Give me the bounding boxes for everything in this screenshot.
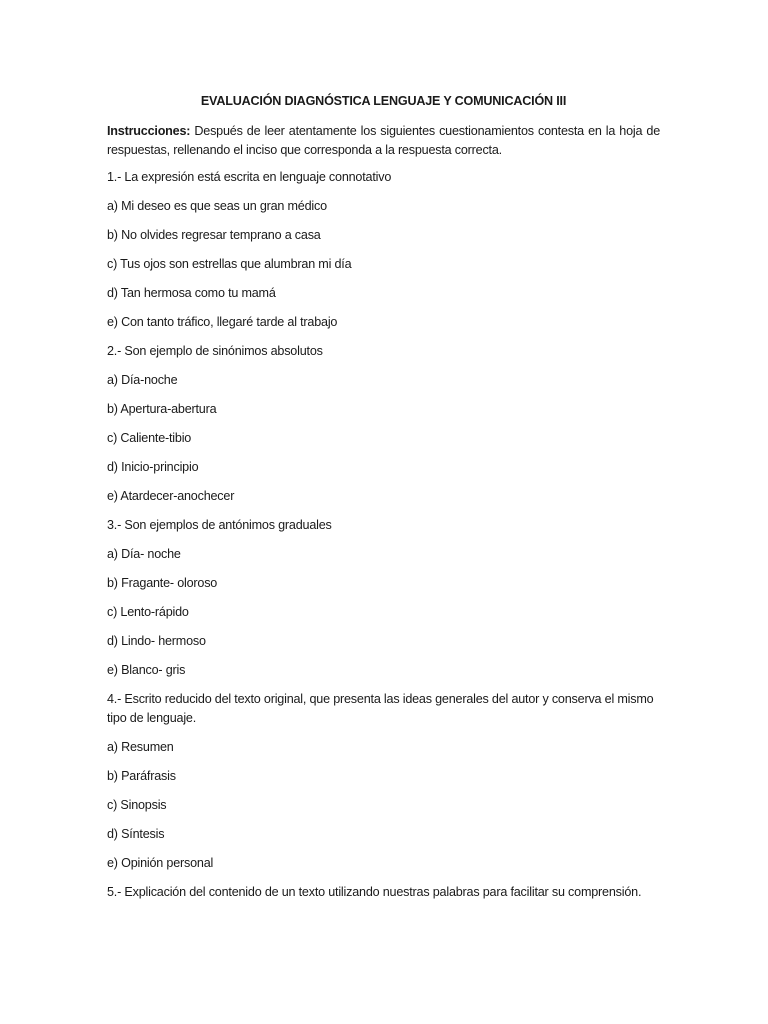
question-5: 5.- Explicación del contenido de un texto utilizando nuestras palabras para facilitar su comprensión.	[107, 885, 642, 899]
instructions-label: Instrucciones:	[107, 124, 191, 138]
question-3-option-c: c) Lento-rápido	[107, 605, 189, 619]
question-1-option-c: c) Tus ojos son estrellas que alumbran mi día	[107, 257, 352, 271]
question-1-option-d: d) Tan hermosa como tu mamá	[107, 286, 276, 300]
question-2-option-c: c) Caliente-tibio	[107, 431, 192, 445]
question-2-option-d: d) Inicio-principio	[107, 460, 199, 474]
question-3-option-e: e) Blanco- gris	[107, 663, 186, 677]
question-1-option-a: a) Mi deseo es que seas un gran médico	[107, 199, 327, 213]
question-3: 3.- Son ejemplos de antónimos graduales	[107, 518, 332, 532]
question-4-option-d: d) Síntesis	[107, 827, 165, 841]
question-3-option-d: d) Lindo- hermoso	[107, 634, 206, 648]
question-1-option-e: e) Con tanto tráfico, llegaré tarde al trabajo	[107, 315, 338, 329]
question-4: 4.- Escrito reducido del texto original, que presenta las ideas generales del autor y conserva el mismo tipo de lenguaje.	[107, 692, 654, 725]
question-4-option-a: a) Resumen	[107, 740, 174, 754]
question-2-option-b: b) Apertura-abertura	[107, 402, 217, 416]
question-3-option-a: a) Día- noche	[107, 547, 181, 561]
question-2-option-a: a) Día-noche	[107, 373, 178, 387]
instructions-paragraph	[107, 122, 660, 160]
question-3-option-b: b) Fragante- oloroso	[107, 576, 218, 590]
question-2-option-e: e) Atardecer-anochecer	[107, 489, 235, 503]
question-2: 2.- Son ejemplo de sinónimos absolutos	[107, 344, 323, 358]
question-4-option-b: b) Paráfrasis	[107, 769, 176, 783]
question-4-option-e: e) Opinión personal	[107, 856, 214, 870]
document-title: EVALUACIÓN DIAGNÓSTICA LENGUAJE Y COMUNICACIÓN III	[200, 94, 567, 108]
question-1-option-b: b) No olvides regresar temprano a casa	[107, 228, 321, 242]
instructions-text: Después de leer atentamente los siguientes cuestionamientos contesta en la hoja de respuestas, rellenando el inciso que corresponda a la respuesta correcta.	[107, 124, 660, 157]
question-4-option-c: c) Sinopsis	[107, 798, 167, 812]
document-page	[107, 92, 660, 912]
question-1: 1.- La expresión está escrita en lenguaje connotativo	[107, 170, 392, 184]
